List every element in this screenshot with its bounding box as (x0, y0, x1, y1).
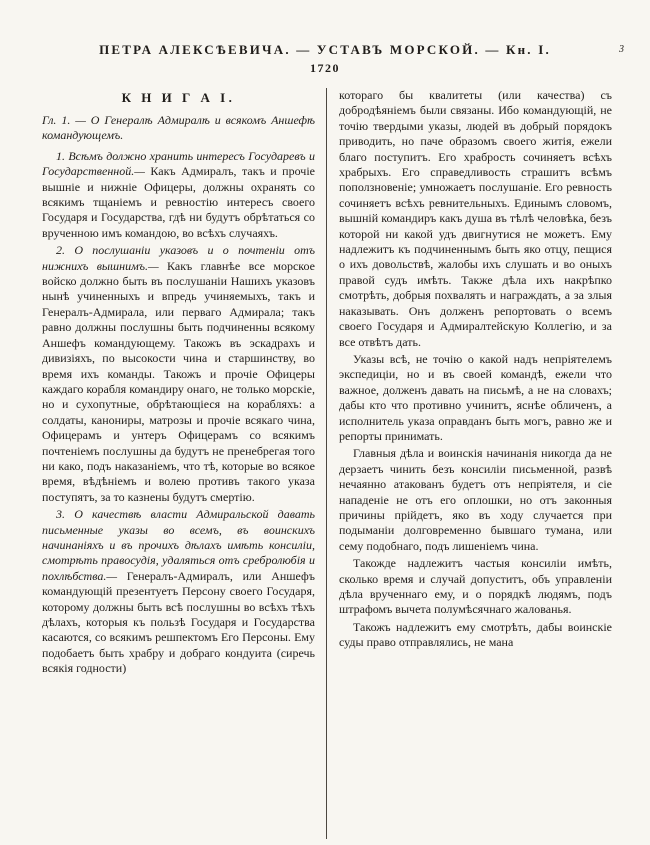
page-number: 3 (619, 44, 624, 55)
paragraph: Указы всѣ, не точію о какой надъ непріятелемъ экспедиціи, но и въ своей командѣ, ежели что важное, долженъ давать на письмѣ, а не на словахъ; дабы кто что противно учинитъ, яснѣе обличенъ, а исполнитель указа оправданъ быть могъ, равно же и репорты принимать. (339, 351, 612, 443)
paragraph-body: Какъ главнѣе все морское войско должно быть въ послушаніи Нашихъ указовъ нынѣ учиненныхъ и впредь учиняемыхъ, такъ и Генералъ-Адмирала, или перваго Адмирала; такъ равно должны послушны быть подчиненны всякому Аншефъ командующему. Такожъ въ эскадрахъ и дивизіяхъ, по высокости чина и старшинству, во время ихъ команды. Такожъ и прочіе Офицеры каждаго корабля командиру онаго, не только морскіе, но и сухопутные, обрѣтающіеся на корабляхъ: а солдаты, канониры, матрозы и прочіе всякаго чина, Офицерамъ и унтеръ Офицерамъ со всякимъ почтеніемъ послушны да будутъ не пренебрегая того ни како, подъ наказаніемъ, что тѣ, которые во всякое время, вѣдѣніемъ и волею противъ такого указа поступятъ, за то казнены будутъ смертію. (42, 258, 315, 504)
paragraph (42, 243, 315, 505)
paragraph (42, 507, 315, 676)
chapter-heading: Гл. 1. — О Генералѣ Адмиралѣ и всякомъ Аншефѣ командующемъ. (42, 113, 315, 143)
paragraph (42, 149, 315, 241)
paragraph-body: Какъ Адмиралъ, такъ и прочіе вышніе и нижніе Офицеры, должны охранять со всякимъ тщаніемъ и ревностію интересъ своего Государя и Государства, гдѣ ни будутъ обрѣтаться со врученною имъ командою, во всѣхъ случаяхъ. (42, 164, 315, 240)
paragraph-lead: 1. Всѣмъ должно хранить интересъ Государевъ и Государственной.— (42, 148, 315, 179)
paragraph: Главныя дѣла и воинскія начинанія никогда да не дерзаетъ чинить безъ консиліи письменной, развѣ нечаянно атакованъ будетъ отъ непріятеля, и сіе нападеніе не отъ его оплошки, но отъ законныя причины прійдетъ, яко въ ходу случается при подыманіи долговременно бывшаго тумана, или сему подобнаго, подъ лишеніемъ чина. (339, 446, 612, 553)
paragraph-lead: 2. О послушаніи указовъ и о почтеніи отъ нижнихъ вышнимъ.— (42, 243, 315, 273)
paragraph-lead: 3. О качествѣ власти Адмиральской давать письменные указы во всемъ, въ воинскихъ начинаніяхъ и въ прочихъ дѣлахъ имѣть консиліи, смотрѣть правосудія, удаляться отъ сребролюбія и похлѣбства.— (42, 507, 315, 583)
paragraph-body: Генералъ-Адмиралъ, или Аншефъ командующій презентуетъ Персону своего Государя, которому должны быть всѣ послушны во всѣхъ тѣхъ дѣлахъ, которыя къ пользѣ Государя и Государства касаются, со всякимъ решпектомъ Его Персоны. Ему подобаетъ быть храбру и добраго кондуита (сиречь всякія годности) (42, 568, 315, 676)
running-title: ПЕТРА АЛЕКСѢЕВИЧА. — УСТАВЪ МОРСКОЙ. — Кн. I. (99, 42, 551, 57)
paragraph: котораго бы квалитеты (или качества) съ добродѣяніемъ были связаны. Ибо командующій, не точію твердыми указы, людей въ добрый порядокъ приводить, но паче образомъ своего житія, ежели благо поступитъ. Его храбрость сочиняетъ всѣхъ храбрыхъ. Его справедливость страшитъ всѣмъ поползновеніе; умножаетъ послушаніе. Его ревность сочиняетъ всѣхъ ревнительныхъ. Единымъ словомъ, вышній командиръ какъ душа въ тѣлѣ человѣка, безъ которой ни какой удъ двигнутися не можетъ. Ему надлежитъ къ подчиненнымъ быть яко отцу, пещися о ихъ довольствѣ, жалобы ихъ слушать и во оныхъ правой судъ имѣть. Также дѣла ихъ накрѣпко смотрѣть, добрыя похвалять и награждать, а за злыя наказывать. Онъ долженъ репортовать о всемъ своего Государя и Адмиралтейскую Коллегію, и за все отвѣтъ дать. (339, 88, 612, 349)
right-column (327, 88, 612, 839)
year: 1720 (310, 61, 340, 75)
paragraph: Такожде надлежитъ частыя консиліи имѣть, сколько время и случай допуститъ, объ управленіи дѣла врученнаго ему, и о порядкѣ людямъ, подъ штрафомъ вычета полумѣсячнаго жалованья. (339, 556, 612, 617)
left-column (42, 88, 326, 839)
text-columns (42, 88, 612, 839)
paragraph: Такожъ надлежитъ ему смотрѣть, дабы воинскіе суды право отправлялись, не мана (339, 619, 612, 650)
book-heading: К Н И Г А I. (121, 90, 236, 105)
